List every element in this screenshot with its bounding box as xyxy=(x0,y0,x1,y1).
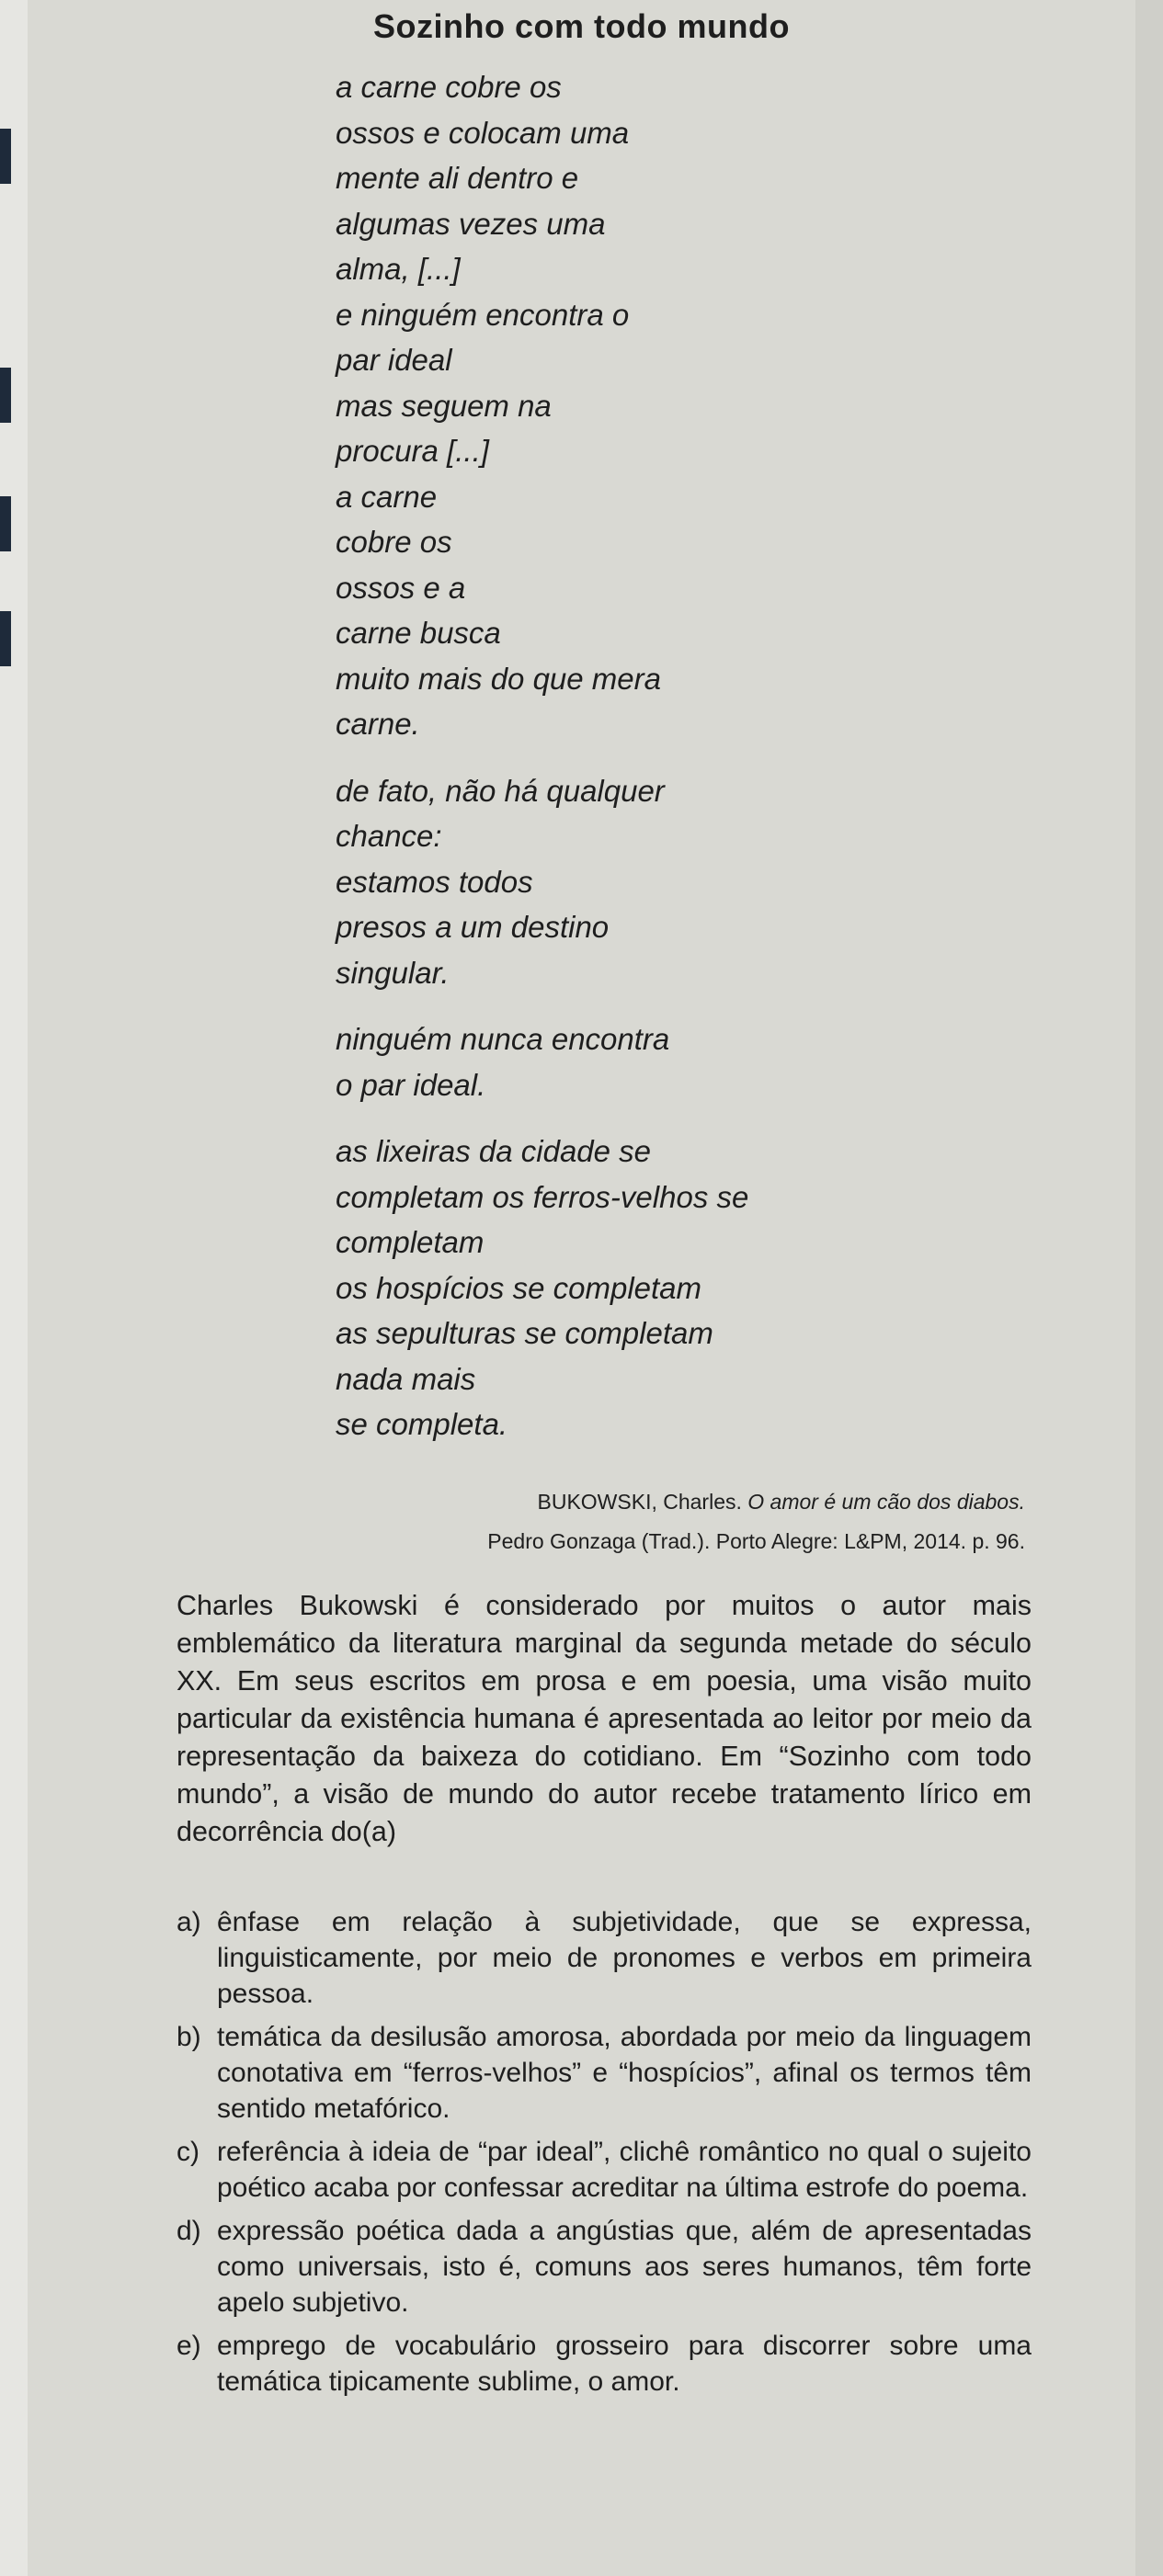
poem-line: de fato, não há qualquer xyxy=(336,773,665,808)
poem-line: ninguém nunca encontra xyxy=(336,1022,670,1056)
poem-title: Sozinho com todo mundo xyxy=(373,7,790,45)
option-c[interactable] xyxy=(177,2134,1032,2206)
poem-line: procura [...] xyxy=(336,434,489,468)
left-margin-strip xyxy=(0,0,28,2576)
poem-line: a carne cobre os xyxy=(336,70,562,104)
poem-line: muito mais do que mera xyxy=(336,661,661,696)
option-letter: e) xyxy=(177,2331,201,2361)
poem-line: chance: xyxy=(336,819,442,853)
option-d[interactable] xyxy=(177,2213,1032,2321)
poem-stanza xyxy=(336,1129,1089,1447)
poem-line: estamos todos xyxy=(336,864,533,899)
margin-mark xyxy=(0,611,11,666)
poem-line: mas seguem na xyxy=(336,388,552,423)
poem-line: ossos e a xyxy=(336,570,466,605)
poem-stanza xyxy=(336,1016,1089,1107)
option-text: referência à ideia de “par ideal”, clichê romântico no qual o sujeito poético acaba por confessar acreditar na última estrofe do poema. xyxy=(217,2137,1032,2203)
poem-line: cobre os xyxy=(336,525,452,559)
poem-line: o par ideal. xyxy=(336,1067,486,1102)
poem-line: a carne xyxy=(336,479,438,514)
margin-mark xyxy=(0,368,11,423)
poem-line: presos a um destino xyxy=(336,910,610,944)
citation-author: BUKOWSKI, Charles. xyxy=(537,1490,742,1514)
poem-line: se completa. xyxy=(336,1407,508,1441)
poem-line: e ninguém encontra o xyxy=(336,297,630,332)
poem xyxy=(336,64,1089,1469)
poem-line: par ideal xyxy=(336,343,452,377)
option-letter: b) xyxy=(177,2022,201,2052)
option-letter: c) xyxy=(177,2137,200,2167)
option-e[interactable] xyxy=(177,2328,1032,2400)
poem-line: as sepulturas se completam xyxy=(336,1316,713,1350)
poem-line: singular. xyxy=(336,955,450,990)
option-letter: a) xyxy=(177,1907,201,1937)
option-letter: d) xyxy=(177,2216,201,2246)
poem-line: algumas vezes uma xyxy=(336,206,606,241)
poem-line: completam xyxy=(336,1225,485,1259)
option-text: ênfase em relação à subjetividade, que se expressa, linguisticamente, por meio de pronomes e verbos em primeira pessoa. xyxy=(217,1907,1032,2009)
poem-line: carne busca xyxy=(336,616,501,650)
source-citation xyxy=(487,1482,1025,1561)
option-a[interactable] xyxy=(177,1904,1032,2012)
poem-line: alma, [...] xyxy=(336,252,461,286)
poem-line: carne. xyxy=(336,707,420,741)
poem-line: ossos e colocam uma xyxy=(336,115,630,150)
option-text: emprego de vocabulário grosseiro para discorrer sobre uma temática tipicamente sublime, o amor. xyxy=(217,2331,1032,2397)
poem-stanza xyxy=(336,64,1089,747)
option-text: expressão poética dada a angústias que, além de apresentadas como universais, isto é, comuns aos seres humanos, têm forte apelo subjetivo. xyxy=(217,2216,1032,2318)
margin-mark xyxy=(0,129,11,184)
poem-line: as lixeiras da cidade se xyxy=(336,1134,652,1168)
margin-mark xyxy=(0,496,11,551)
answer-options xyxy=(177,1904,1032,2407)
citation-line-2: Pedro Gonzaga (Trad.). Porto Alegre: L&PM, 2014. p. 96. xyxy=(487,1529,1025,1553)
option-text: temática da desilusão amorosa, abordada por meio da linguagem conotativa em “ferros-velhos” e “hospícios”, afinal os termos têm sentido metafórico. xyxy=(217,2022,1032,2124)
poem-line: os hospícios se completam xyxy=(336,1270,702,1305)
poem-line: mente ali dentro e xyxy=(336,161,579,195)
question-stem: Charles Bukowski é considerado por muitos o autor mais emblemático da literatura marginal da segunda metade do século XX. Em seus escritos em prosa e em poesia, uma visão muito particular da existência humana é apresentada ao leitor por meio da representação da baixeza do cotidiano. Em “Sozinho com todo mundo”, a visão de mundo do autor recebe tratamento lírico em decorrência do(a) xyxy=(177,1590,1032,1847)
option-b[interactable] xyxy=(177,2019,1032,2127)
citation-line-1 xyxy=(487,1482,1025,1522)
citation-book-title: O amor é um cão dos diabos. xyxy=(747,1490,1025,1514)
poem-stanza xyxy=(336,768,1089,996)
poem-line: nada mais xyxy=(336,1361,476,1396)
poem-line: completam os ferros-velhos se xyxy=(336,1179,749,1214)
